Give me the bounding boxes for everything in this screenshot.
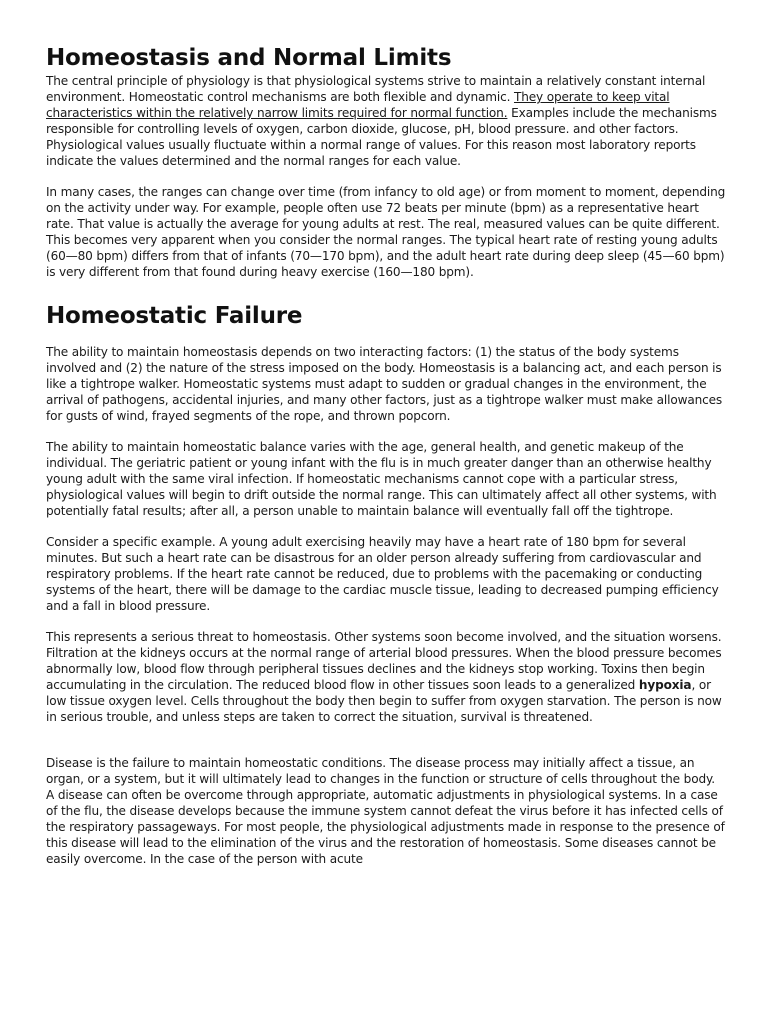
text-run: , or low tissue oxygen level. Cells throughout the body then begin to suffer from oxygen starvation. The person is now in serious trouble, and unless steps are taken to correct the situation, survival is threatened. xyxy=(46,678,722,724)
text-run: The central principle of physiology is that physiological systems strive to maintain a relatively constant internal environment. Homeostatic control mechanisms are both flexible and dynamic. xyxy=(46,74,706,104)
paragraph-normal-limits-2: In many cases, the ranges can change over time (from infancy to old age) or from moment to moment, depending on the activity under way. For example, people often use 72 beats per minute (bpm) as a representative heart rate. That value is actually the average for young adults at rest. The real, measured values can be quite different. This becomes very apparent when you consider the normal ranges. The typical heart rate of resting young adults (60—80 bpm) differs from that of infants (70—170 bpm), and the adult heart rate during deep sleep (45—60 bpm) is very different from that found during heavy exercise (160—180 bpm). xyxy=(46,185,726,279)
section-title-normal-limits: Homeostasis and Normal Limits xyxy=(46,45,452,71)
text-run: This represents a serious threat to homeostasis. Other systems soon become involved, and the situation worsens. Filtration at the kidneys occurs at the normal range of arterial blood pressures. When the blood pressure becomes abnormally low, blood flow through peripheral tissues declines and the kidneys stop working. Toxins then begin accumulating in the circulation. The reduced blood flow in other tissues soon leads to a generalized xyxy=(46,630,722,692)
underlined-sentence: They operate to keep vital characteristics within the relatively narrow limits required for normal function. xyxy=(46,90,670,120)
section-title-homeostatic-failure: Homeostatic Failure xyxy=(46,303,303,329)
paragraph-failure-1: The ability to maintain homeostasis depends on two interacting factors: (1) the status of the body systems involved and (2) the nature of the stress imposed on the body. Homeostasis is a balancing act, and each person is like a tightrope walker. Homeostatic systems must adapt to sudden or gradual changes in the environment, the arrival of pathogens, accidental injuries, and many other factors, just as a tightrope walker must make allowances for gusts of wind, frayed segments of the rope, and thrown popcorn. xyxy=(46,345,723,423)
paragraph-failure-3: Consider a specific example. A young adult exercising heavily may have a heart rate of 180 bpm for several minutes. But such a heart rate can be disastrous for an older person already suffering from cardiovascular and respiratory problems. If the heart rate cannot be reduced, due to problems with the pacemaking or conducting systems of the heart, there will be damage to the cardiac muscle tissue, leading to decreased pumping efficiency and a fall in blood pressure. xyxy=(46,535,719,613)
text-run: Examples include the mechanisms responsible for controlling levels of oxygen, carbon dioxide, glucose, pH, blood pressure. and other factors. Physiological values usually fluctuate within a normal range of values. For this reason most laboratory reports indicate the values determined and the normal ranges for each value. xyxy=(46,106,717,168)
document-page xyxy=(46,44,726,882)
paragraph-failure-4 xyxy=(46,629,726,725)
paragraph-failure-2: The ability to maintain homeostatic balance varies with the age, general health, and genetic makeup of the individual. The geriatric patient or young infant with the flu is in much greater danger than an otherwise healthy young adult with the same viral infection. If homeostatic mechanisms cannot cope with a particular stress, physiological values will begin to drift outside the normal range. This can ultimately affect all other systems, with potentially fatal results; after all, a person unable to maintain balance will eventually fall off the tightrope. xyxy=(46,440,717,518)
bold-term-hypoxia: hypoxia xyxy=(638,678,692,692)
paragraph-failure-5: Disease is the failure to maintain homeostatic conditions. The disease process may initially affect a tissue, an organ, or a system, but it will ultimately lead to changes in the function or structure of cells throughout the body. A disease can often be overcome through appropriate, automatic adjustments in physiological systems. In a case of the flu, the disease develops because the immune system cannot defeat the virus before it has infected cells of the respiratory passageways. For most people, the physiological adjustments made in response to the presence of this disease will lead to the elimination of the virus and the restoration of homeostasis. Some diseases cannot be easily overcome. In the case of the person with acute xyxy=(46,756,725,866)
paragraph-normal-limits-1 xyxy=(46,73,726,169)
